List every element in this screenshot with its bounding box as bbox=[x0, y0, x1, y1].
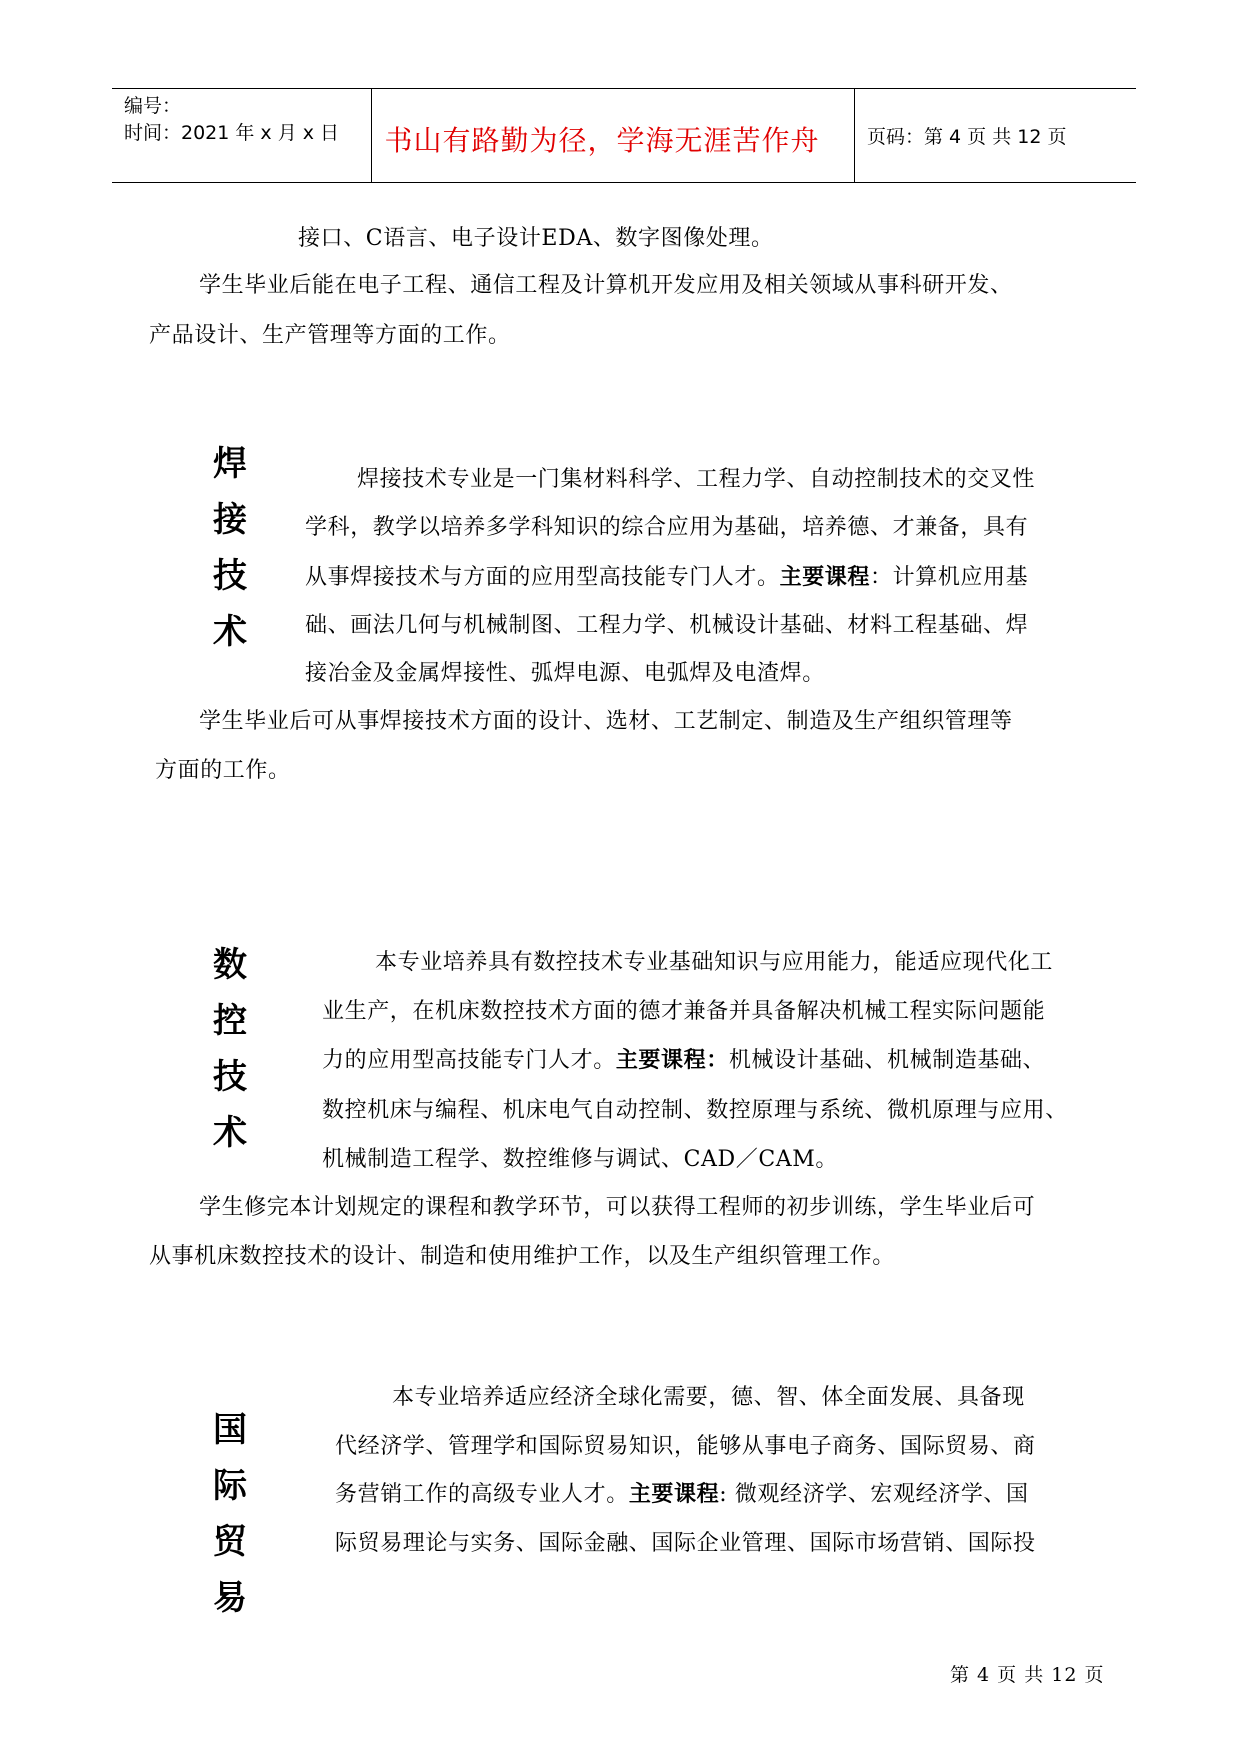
page-footer: 第 4 页 共 12 页 bbox=[950, 1664, 1105, 1686]
header-time-label: 时间：2021 年 x 月 x 日 bbox=[124, 122, 340, 144]
courses-label: 主要课程 bbox=[779, 565, 871, 590]
title-char: 控 bbox=[213, 1001, 247, 1041]
welding-line: 方面的工作。 bbox=[155, 758, 291, 783]
cnc-line: 数控机床与编程、机床电气自动控制、数控原理与系统、微机原理与应用、 bbox=[322, 1098, 1068, 1123]
title-char: 易 bbox=[213, 1578, 247, 1618]
intro-line: 学生毕业后能在电子工程、通信工程及计算机开发应用及相关领域从事科研开发、 bbox=[199, 273, 1013, 298]
section-title-cnc bbox=[200, 937, 260, 1161]
welding-line: 接冶金及金属焊接性、弧焊电源、电弧焊及电渣焊。 bbox=[305, 661, 825, 686]
courses-label: 主要课程： bbox=[615, 1048, 729, 1073]
cnc-line: 学生修完本计划规定的课程和教学环节，可以获得工程师的初步训练，学生毕业后可 bbox=[199, 1195, 1036, 1220]
welding-line: 学科，教学以培养多学科知识的综合应用为基础，培养德、才兼备，具有 bbox=[305, 515, 1029, 540]
cnc-line: 业生产，在机床数控技术方面的德才兼备并具备解决机械工程实际问题能 bbox=[322, 999, 1046, 1024]
title-char: 贸 bbox=[213, 1522, 247, 1562]
section-title-trade bbox=[200, 1402, 260, 1626]
title-char: 术 bbox=[213, 612, 247, 652]
cnc-line: 机械制造工程学、数控维修与调试、CAD／CAM。 bbox=[322, 1147, 839, 1172]
title-char: 接 bbox=[213, 500, 247, 540]
intro-line: 接口、C语言、电子设计EDA、数字图像处理。 bbox=[298, 226, 774, 251]
header-meta bbox=[124, 93, 339, 147]
trade-line: 本专业培养适应经济全球化需要，德、智、体全面发展、具备现 bbox=[392, 1385, 1025, 1410]
intro-line: 产品设计、生产管理等方面的工作。 bbox=[149, 323, 511, 348]
title-char: 国 bbox=[213, 1410, 247, 1450]
cnc-line: 从事机床数控技术的设计、制造和使用维护工作，以及生产组织管理工作。 bbox=[149, 1244, 895, 1269]
title-char: 数 bbox=[213, 945, 247, 985]
title-char: 焊 bbox=[213, 444, 247, 484]
cnc-line: 本专业培养具有数控技术专业基础知识与应用能力，能适应现代化工 bbox=[375, 950, 1054, 975]
trade-line: 代经济学、管理学和国际贸易知识，能够从事电子商务、国际贸易、商 bbox=[335, 1434, 1036, 1459]
title-char: 际 bbox=[213, 1466, 247, 1506]
trade-line: 际贸易理论与实务、国际金融、国际企业管理、国际市场营销、国际投 bbox=[335, 1531, 1036, 1556]
title-char: 术 bbox=[213, 1113, 247, 1153]
section-title-welding bbox=[200, 436, 260, 660]
title-char: 技 bbox=[213, 1057, 247, 1097]
welding-line: 从事焊接技术与方面的应用型高技能专门人才。主要课程：计算机应用基 bbox=[305, 565, 1029, 590]
page-header bbox=[112, 88, 1136, 183]
trade-line: 务营销工作的高级专业人才。主要课程: 微观经济学、宏观经济学、国 bbox=[335, 1482, 1029, 1507]
welding-line: 础、画法几何与机械制图、工程力学、机械设计基础、材料工程基础、焊 bbox=[305, 613, 1029, 638]
header-divider bbox=[854, 89, 855, 182]
title-char: 技 bbox=[213, 556, 247, 596]
welding-line: 学生毕业后可从事焊接技术方面的设计、选材、工艺制定、制造及生产组织管理等 bbox=[199, 709, 1013, 734]
welding-line: 焊接技术专业是一门集材料科学、工程力学、自动控制技术的交叉性 bbox=[357, 467, 1036, 492]
courses-label: 主要课程 bbox=[628, 1482, 720, 1507]
cnc-line: 力的应用型高技能专门人才。主要课程：机械设计基础、机械制造基础、 bbox=[322, 1048, 1046, 1073]
header-page-info: 页码：第 4 页 共 12 页 bbox=[867, 126, 1067, 148]
header-number-label: 编号： bbox=[124, 95, 182, 117]
header-motto: 书山有路勤为径，学海无涯苦作舟 bbox=[384, 124, 820, 157]
